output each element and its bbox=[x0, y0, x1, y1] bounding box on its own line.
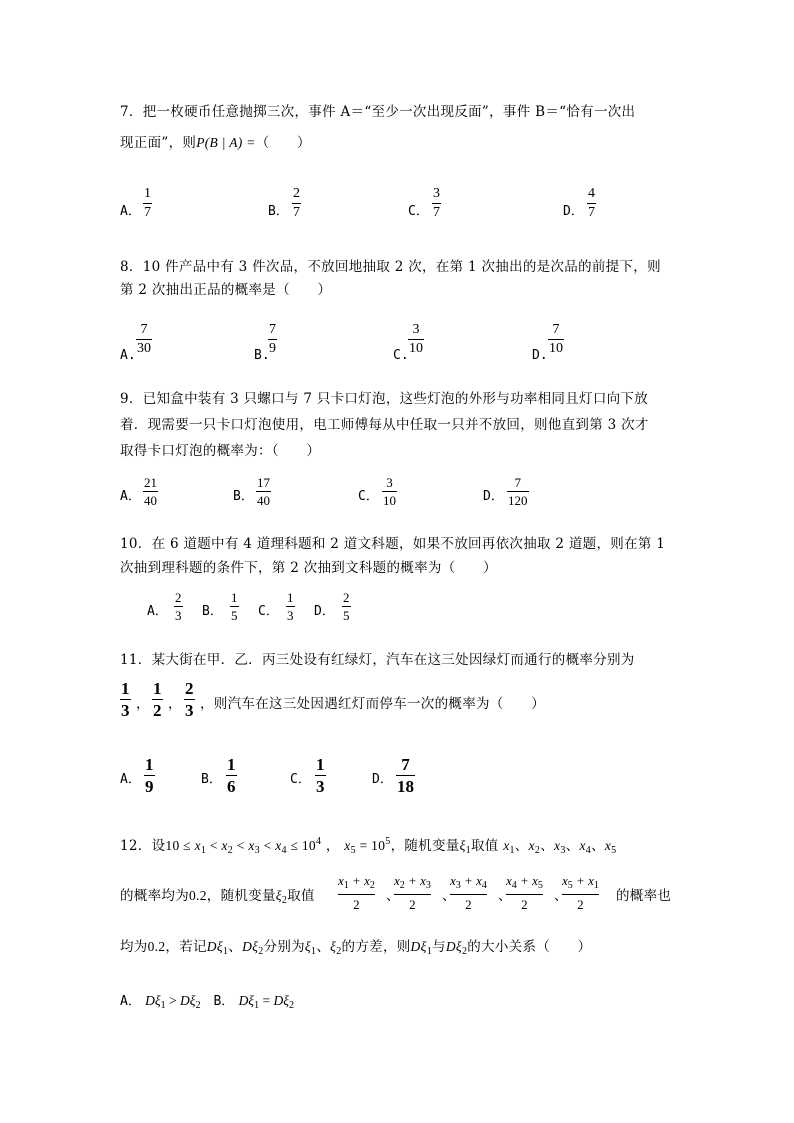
q10-option-b-label: B． bbox=[202, 604, 223, 619]
q7-option-a-fraction bbox=[143, 187, 152, 220]
q12-dun-3: 、 bbox=[498, 888, 512, 904]
q12-line2-start: 的概率均为0.2，随机变量$\xi_2$取值 bbox=[120, 888, 315, 906]
q12-D2: $D\xi_2$ bbox=[242, 939, 264, 957]
numerator: 3 bbox=[433, 186, 440, 201]
q12-line2-end: 的概率也 bbox=[616, 888, 672, 904]
q11-option-c-fraction bbox=[315, 756, 326, 795]
denominator: 40 bbox=[257, 493, 270, 508]
q12-option-a: $D\xi_1 > D\xi_2$ bbox=[145, 993, 201, 1011]
numerator: 17 bbox=[257, 475, 270, 490]
q12-pair-fraction-2: $x_2 + x_3$ 2 bbox=[394, 873, 431, 912]
q12-options bbox=[120, 990, 294, 1011]
q12-dun-1: 、 bbox=[386, 888, 400, 904]
denominator: 18 bbox=[397, 777, 414, 796]
q9-option-a-label: A． bbox=[120, 489, 141, 504]
q11-sep-1: ， bbox=[136, 696, 150, 712]
q7-option-c-label: C． bbox=[408, 204, 429, 219]
numerator: 1 bbox=[231, 590, 238, 605]
denominator: 5 bbox=[343, 608, 350, 623]
denominator: 9 bbox=[145, 777, 154, 796]
q10-option-d-fraction bbox=[342, 591, 351, 622]
q12-dun-2: 、 bbox=[442, 888, 456, 904]
denominator: 120 bbox=[508, 493, 528, 508]
numerator: 1 bbox=[153, 679, 162, 698]
denominator: 7 bbox=[588, 205, 595, 220]
numerator: 1 bbox=[121, 679, 130, 698]
q9-line1: 9．已知盒中装有 3 只螺口与 7 只卡口灯泡，这些灯泡的外形与功率相同且灯口向下放 bbox=[120, 391, 649, 407]
q9-option-d-label: D． bbox=[483, 489, 504, 504]
numerator: 2 bbox=[175, 590, 182, 605]
q12-pair-fraction-1: $x_1 + x_2$ 2 bbox=[338, 873, 375, 912]
q12-pair-fraction-4: $x_4 + x_5$ 2 bbox=[506, 873, 543, 912]
q11-option-b-fraction bbox=[226, 756, 237, 795]
q10-option-b-fraction bbox=[230, 591, 239, 622]
denominator: 3 bbox=[121, 701, 130, 720]
q8-option-b-label: B. bbox=[254, 348, 270, 363]
q9-option-c-fraction bbox=[382, 476, 397, 507]
q7-option-b-label: B． bbox=[268, 204, 289, 219]
q12-xi1: $\xi_1$ bbox=[459, 838, 471, 856]
denominator: 7 bbox=[433, 205, 440, 220]
numerator: 3 bbox=[386, 475, 393, 490]
q11-option-d-label: D． bbox=[372, 772, 393, 787]
numerator: 7 bbox=[269, 322, 276, 337]
q11-option-b-label: B． bbox=[201, 772, 222, 787]
q7-option-d-label: D． bbox=[563, 204, 584, 219]
q11-option-d-fraction bbox=[396, 756, 415, 795]
numerator: 3 bbox=[412, 322, 420, 337]
q8-option-c-label: C. bbox=[393, 348, 409, 363]
q10-line2: 次抽到理科题的条件下，第 2 次抽到文科题的概率为（ ） bbox=[120, 560, 497, 576]
q12-xi2-ref: $\xi_2$ bbox=[330, 939, 342, 957]
q8-line2: 第 2 次抽出正品的概率是（ ） bbox=[120, 282, 332, 298]
q9-option-a-fraction bbox=[143, 476, 158, 507]
numerator: 7 bbox=[140, 322, 148, 337]
q12-line3: 均为0.2，若记$D\xi_1$、$D\xi_2$分别为$\xi_1$、$\xi_2$的方差，则$D\xi_1$与$D\xi_2$的大小关系（ ） bbox=[120, 939, 592, 957]
q10-line1: 10．在 6 道题中有 4 道理科题和 2 道文科题，如果不放回再依次抽取 2 道题，则在第 1 bbox=[120, 536, 666, 552]
q12-option-b: $D\xi_1 = D\xi_2$ bbox=[238, 993, 294, 1011]
q7-line2a: 现正面”，则 bbox=[120, 135, 197, 151]
q9-option-b-label: B． bbox=[233, 489, 254, 504]
numerator: 1 bbox=[144, 186, 151, 201]
q12-line1: 12．设$10 \le x_1 < x_2 < x_3 < x_4 \le 10^4$ ， $x_5 = 10^5$，随机变量$\xi_1$取值 $x_1$、$x_2$、$x_3$、$x_4$、$x_5$ bbox=[120, 836, 617, 856]
q11-fraction-2 bbox=[152, 680, 163, 719]
q7-line2c: （ ） bbox=[255, 135, 311, 151]
denominator: 10 bbox=[383, 493, 396, 508]
denominator: 30 bbox=[137, 341, 151, 356]
denominator: 10 bbox=[549, 341, 563, 356]
q8-option-a-fraction bbox=[136, 323, 152, 356]
q9-line3: 取得卡口灯泡的概率为：（ ） bbox=[120, 443, 321, 459]
q12-D1-ref: $D\xi_1$ bbox=[410, 939, 432, 957]
denominator: 7 bbox=[293, 205, 300, 220]
numerator: 2 bbox=[343, 590, 350, 605]
q11-line1: 11．某大街在甲．乙．丙三处设有红绿灯，汽车在这三处因绿灯而通行的概率分别为 bbox=[120, 652, 635, 668]
q11-line2-tail: ，则汽车在这三处因遇红灯而停车一次的概率为（ ） bbox=[200, 696, 545, 712]
numerator: 7 bbox=[514, 475, 521, 490]
q12-pair-fraction-3: $x_3 + x_4$ 2 bbox=[450, 873, 487, 912]
q10-option-c-label: C． bbox=[258, 604, 279, 619]
q12-option-b-label: B． bbox=[213, 994, 235, 1009]
q9-option-c-label: C． bbox=[358, 489, 379, 504]
q12-x-values: $x_1$、$x_2$、$x_3$、$x_4$、$x_5$ bbox=[503, 838, 617, 856]
q8-option-d-label: D. bbox=[532, 348, 548, 363]
q9-line2: 着．现需要一只卡口灯泡使用，电工师傅每从中任取一只并不放回，则他直到第 3 次才 bbox=[120, 417, 649, 433]
q7-option-a-label: A． bbox=[120, 204, 141, 219]
denominator: 9 bbox=[269, 341, 276, 356]
q12-x5-equation: $x_5 = 10^5$ bbox=[344, 836, 391, 856]
q12-xi2: $\xi_2$ bbox=[275, 888, 288, 906]
q12-D2-ref: $D\xi_2$ bbox=[445, 939, 468, 957]
denominator: 3 bbox=[175, 608, 182, 623]
q9-option-d-fraction bbox=[507, 476, 529, 507]
q12-xi1-ref: $\xi_1$ bbox=[304, 939, 317, 957]
q12-dun-4: 、 bbox=[554, 888, 568, 904]
q7-option-d-fraction bbox=[587, 187, 596, 220]
denominator: 3 bbox=[316, 777, 325, 796]
q11-option-c-label: C． bbox=[290, 772, 311, 787]
numerator: 2 bbox=[185, 679, 194, 698]
q10-option-a-fraction bbox=[174, 591, 183, 622]
q7-line1: 7．把一枚硬币任意抛掷三次，事件 A＝“至少一次出现反面”，事件 B＝“恰有一次出 bbox=[120, 104, 636, 120]
denominator: 6 bbox=[227, 777, 236, 796]
denominator: 3 bbox=[287, 608, 294, 623]
q11-sep-2: ， bbox=[168, 696, 182, 712]
numerator: 4 bbox=[588, 186, 595, 201]
q9-option-b-fraction bbox=[256, 476, 271, 507]
q11-fraction-3 bbox=[184, 680, 195, 719]
q10-option-c-fraction bbox=[286, 591, 295, 622]
denominator: 40 bbox=[144, 493, 157, 508]
numerator: 1 bbox=[227, 755, 236, 774]
denominator: 5 bbox=[231, 608, 238, 623]
q8-option-a-label: A. bbox=[120, 348, 136, 363]
q8-line1: 8．10 件产品中有 3 件次品，不放回地抽取 2 次，在第 1 次抽出的是次品的前提下，则 bbox=[120, 259, 661, 275]
q12-pair-fraction-5: $x_5 + x_1$ 2 bbox=[562, 873, 599, 912]
numerator: 21 bbox=[144, 475, 157, 490]
q7-option-c-fraction bbox=[432, 187, 441, 220]
q11-option-a-fraction bbox=[144, 756, 155, 795]
q12-prefix: 12．设 bbox=[120, 838, 166, 854]
numerator: 7 bbox=[401, 755, 410, 774]
numerator: 1 bbox=[145, 755, 154, 774]
q8-option-b-fraction bbox=[268, 323, 277, 356]
denominator: 7 bbox=[144, 205, 151, 220]
q7-option-b-fraction bbox=[292, 187, 301, 220]
q12-option-a-label: A． bbox=[120, 994, 141, 1009]
numerator: 1 bbox=[316, 755, 325, 774]
numerator: 2 bbox=[293, 186, 300, 201]
denominator: 3 bbox=[185, 701, 194, 720]
q11-fraction-1 bbox=[120, 680, 131, 719]
q7-line2 bbox=[120, 131, 311, 151]
denominator: 2 bbox=[153, 701, 162, 720]
q10-option-a-label: A． bbox=[147, 604, 168, 619]
numerator: 7 bbox=[552, 322, 560, 337]
q7-expression: P(B | A) = bbox=[196, 135, 256, 150]
denominator: 10 bbox=[409, 341, 423, 356]
q8-option-d-fraction bbox=[548, 323, 564, 356]
q11-option-a-label: A． bbox=[120, 772, 141, 787]
q10-option-d-label: D． bbox=[314, 604, 335, 619]
q8-option-c-fraction bbox=[408, 323, 424, 356]
q12-inequality: $10 \le x_1 < x_2 < x_3 < x_4 \le 10^4$ bbox=[165, 836, 322, 856]
numerator: 1 bbox=[287, 590, 294, 605]
q12-D1: $D\xi_1$ bbox=[206, 939, 229, 957]
